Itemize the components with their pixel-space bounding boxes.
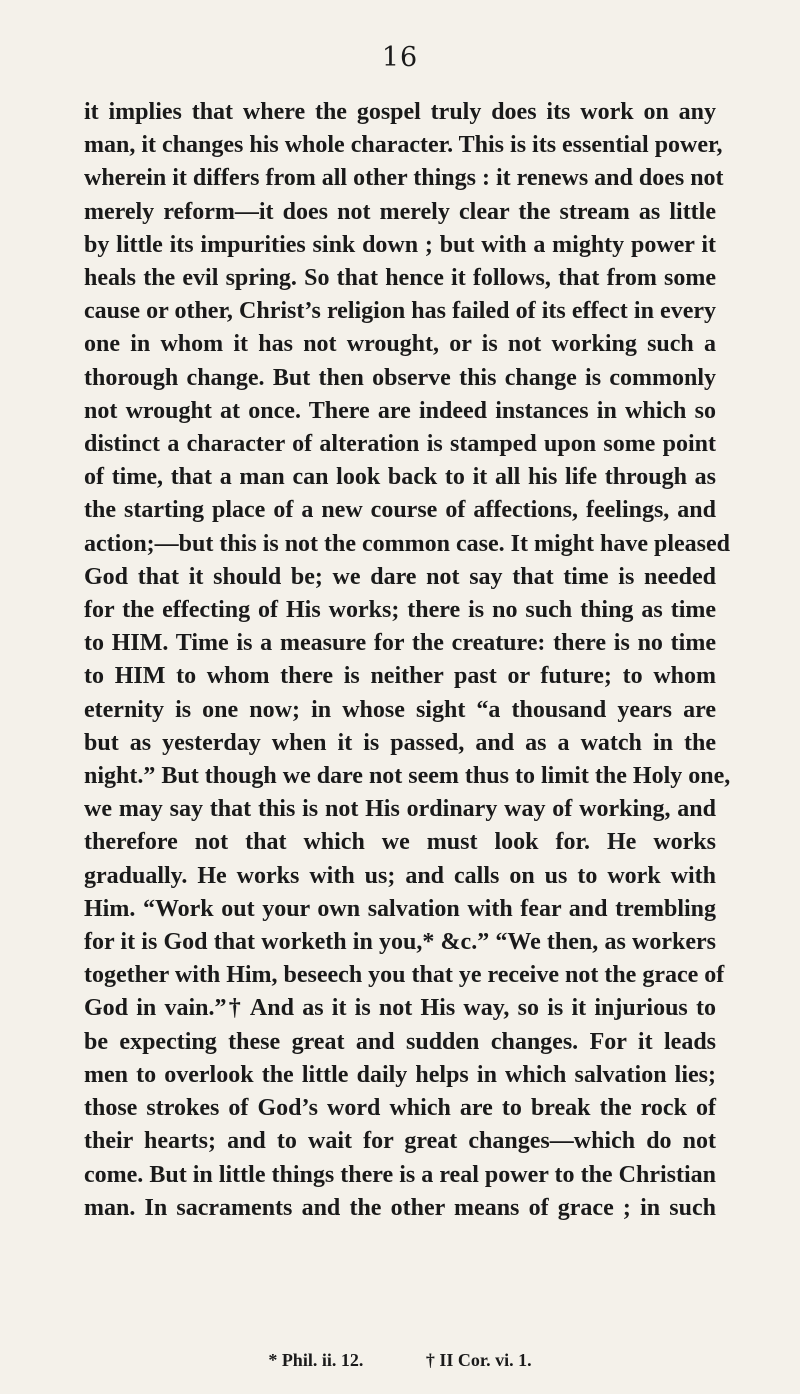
text-line: it implies that where the gospel truly does its work on any [84,99,716,125]
footnote: * Phil. ii. 12. [268,1350,364,1370]
text-line: heals the evil spring. So that hence it follows, that from some [84,265,716,292]
text-line: therefore not that which we must look for. He works [84,829,716,856]
text-line: to HIM to whom there is neither past or future; to whom [84,663,716,690]
text-line: for the effecting of His works; there is no such thing as time [84,597,716,624]
text-line: we may say that this is not His ordinary way of working, and [84,796,716,823]
body-text [84,96,731,1225]
text-line: their hearts; and to wait for great changes—which do not [84,1128,716,1155]
text-line: Him. “Work out your own salvation with fear and trembling [84,895,716,922]
text-line: man. In sacraments and the other means of grace ; in such [84,1194,716,1221]
text-line: God in vain.”† And as it is not His way, so is it injurious to [84,995,716,1022]
page-number: 16 [381,42,419,73]
text-line: the starting place of a new course of affections, feelings, and [84,497,716,524]
text-line: man, it changes his whole character. This is its essential power, [84,132,723,159]
text-line: men to overlook the little daily helps in which salvation lies; [84,1061,716,1088]
text-line: come. But in little things there is a real power to the Christian [84,1161,716,1188]
text-line: eternity is one now; in whose sight “a thousand years are [84,696,716,723]
footnote: † II Cor. vi. 1. [425,1350,532,1370]
text-line: those strokes of God’s word which are to break the rock of [84,1095,716,1122]
text-line: gradually. He works with us; and calls on us to work with [84,862,716,889]
footnotes [0,1350,800,1371]
text-line: not wrought at once. There are indeed instances in which so [84,397,716,424]
text-line: by little its impurities sink down ; but with a mighty power it [84,231,716,258]
text-line: of time, that a man can look back to it all his life through as [84,464,716,491]
text-line: action;—but this is not the common case. It might have pleased [84,530,730,557]
text-line: cause or other, Christ’s religion has failed of its effect in every [84,298,716,325]
text-line: to HIM. Time is a measure for the creature: there is no time [84,630,716,657]
text-line: wherein it differs from all other things : it renews and does not [84,165,724,192]
text-line: distinct a character of alteration is stamped upon some point [84,431,716,458]
text-line: together with Him, beseech you that ye receive not the grace of [84,962,725,989]
text-line: thorough change. But then observe this change is commonly [84,364,716,391]
text-line: merely reform—it does not merely clear the stream as little [84,198,716,225]
text-line: for it is God that worketh in you,* &c.” “We then, as workers [84,929,716,956]
text-line: but as yesterday when it is passed, and as a watch in the [84,729,716,756]
text-line: God that it should be; we dare not say that time is needed [84,563,716,590]
text-line: night.” But though we dare not seem thus to limit the Holy one, [84,763,731,790]
text-line: one in whom it has not wrought, or is not working such a [84,331,716,358]
text-line: be expecting these great and sudden changes. For it leads [84,1028,716,1055]
